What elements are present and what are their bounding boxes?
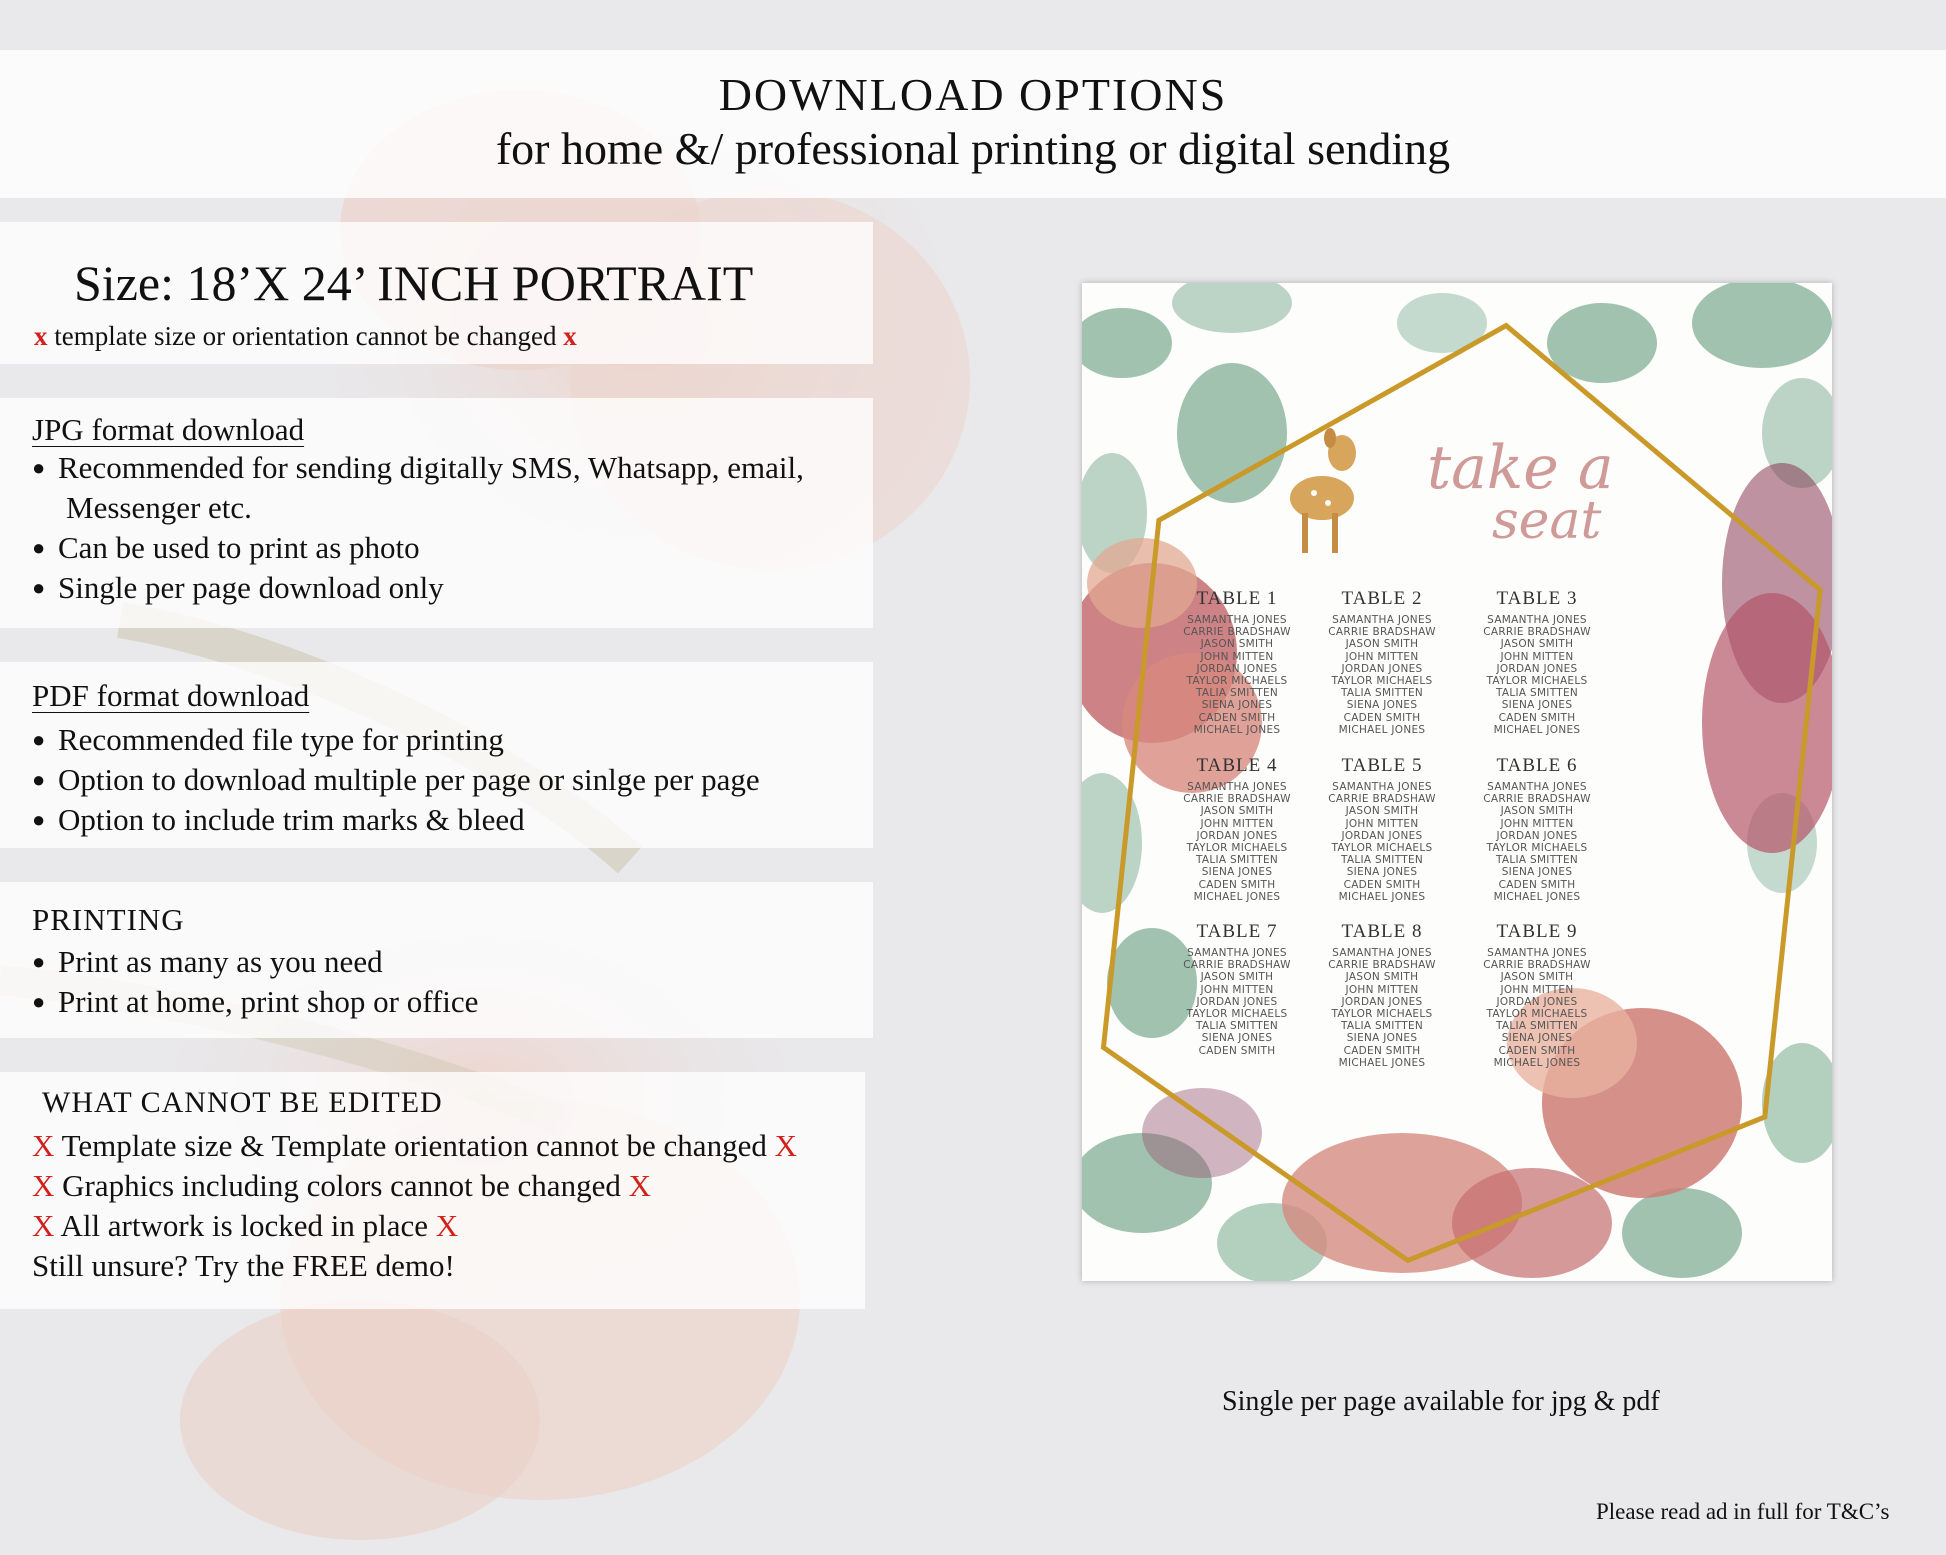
- pdf-heading: PDF format download: [32, 678, 310, 713]
- seating-table: [1162, 755, 1312, 903]
- cannot-edit-item: X All artwork is locked in place X: [32, 1208, 459, 1243]
- red-x-icon: X: [32, 1128, 55, 1163]
- guest-name: JORDAN JONES: [1496, 995, 1578, 1008]
- guest-name: MICHAEL JONES: [1338, 890, 1426, 903]
- take-a-title: take a: [1427, 433, 1614, 503]
- pdf-bullet: ● Option to include trim marks & bleed: [32, 802, 525, 837]
- guest-name: TAYLOR MICHAELS: [1486, 1008, 1588, 1021]
- bullet-icon: ●: [32, 535, 46, 560]
- guest-name: CADEN SMITH: [1498, 878, 1576, 891]
- guest-name: MICHAEL JONES: [1493, 1056, 1581, 1069]
- printing-heading: PRINTING: [32, 902, 185, 937]
- guest-name: MICHAEL JONES: [1193, 723, 1281, 736]
- guest-name: CARRIE BRADSHAW: [1328, 626, 1436, 639]
- guest-name: SIENA JONES: [1346, 699, 1418, 712]
- guest-name: TALIA SMITTEN: [1340, 1020, 1424, 1033]
- seating-table: [1307, 755, 1457, 903]
- guest-name: JOHN MITTEN: [1200, 817, 1274, 830]
- seating-table: [1462, 588, 1612, 736]
- seating-table: [1462, 755, 1612, 903]
- guest-name: CADEN SMITH: [1198, 711, 1276, 724]
- seat-title: seat: [1492, 491, 1602, 551]
- bullet-icon: ●: [32, 575, 46, 600]
- guest-name: SIENA JONES: [1201, 1032, 1273, 1045]
- red-x-icon: X: [32, 1208, 55, 1243]
- guest-name: MICHAEL JONES: [1338, 1056, 1426, 1069]
- size-panel: [0, 222, 873, 364]
- size-heading: Size: 18’X 24’ INCH PORTRAIT: [74, 255, 754, 311]
- guest-name: TAYLOR MICHAELS: [1186, 675, 1288, 688]
- cannot-edit-item: X Template size & Template orientation cannot be changed X: [32, 1128, 797, 1163]
- guest-name: SAMANTHA JONES: [1332, 947, 1432, 959]
- preview-caption: Single per page available for jpg & pdf: [1222, 1386, 1660, 1417]
- guest-name: SAMANTHA JONES: [1487, 947, 1587, 959]
- guest-name: JASON SMITH: [1200, 638, 1274, 651]
- guest-name: JOHN MITTEN: [1500, 983, 1574, 996]
- jpg-bullet: ● Single per page download only: [32, 570, 444, 605]
- guest-name: SAMANTHA JONES: [1487, 781, 1587, 793]
- pdf-bullet: ● Option to download multiple per page or sinlge per page: [32, 762, 760, 797]
- seating-chart-preview: [1082, 283, 1832, 1281]
- guest-name: CADEN SMITH: [1343, 1044, 1421, 1057]
- fawn-illustration: [1290, 428, 1356, 553]
- cannot-edit-item: X Graphics including colors cannot be changed X: [32, 1168, 651, 1203]
- guest-name: TALIA SMITTEN: [1495, 1020, 1579, 1033]
- table-title: TABLE 2: [1341, 588, 1423, 609]
- guest-name: JORDAN JONES: [1496, 662, 1578, 675]
- guest-name: JOHN MITTEN: [1200, 983, 1274, 996]
- guest-name: SAMANTHA JONES: [1332, 781, 1432, 793]
- guest-name: SAMANTHA JONES: [1332, 614, 1432, 626]
- guest-name: JOHN MITTEN: [1345, 650, 1419, 663]
- guest-name: TALIA SMITTEN: [1340, 687, 1424, 700]
- jpg-bullet: ● Recommended for sending digitally SMS, Whatsapp, email,: [32, 450, 804, 485]
- guest-name: CARRIE BRADSHAW: [1483, 959, 1591, 972]
- bullet-icon: ●: [32, 727, 46, 752]
- guest-name: JASON SMITH: [1500, 638, 1574, 651]
- guest-name: JASON SMITH: [1345, 971, 1419, 984]
- guest-name: TAYLOR MICHAELS: [1331, 1008, 1433, 1021]
- guest-name: JORDAN JONES: [1341, 995, 1423, 1008]
- jpg-bullet-continuation: Messenger etc.: [66, 490, 252, 525]
- guest-name: CARRIE BRADSHAW: [1483, 793, 1591, 806]
- table-title: TABLE 1: [1196, 588, 1278, 609]
- page-title: DOWNLOAD OPTIONS: [718, 69, 1228, 120]
- size-note: template size or orientation cannot be changed: [54, 321, 557, 351]
- guest-name: SAMANTHA JONES: [1187, 947, 1287, 959]
- table-title: TABLE 4: [1196, 755, 1278, 776]
- seating-table: [1162, 921, 1312, 1057]
- guest-name: TAYLOR MICHAELS: [1186, 842, 1288, 855]
- cannot-edit-panel: [0, 1072, 865, 1309]
- bullet-icon: ●: [32, 949, 46, 974]
- guest-name: JORDAN JONES: [1341, 662, 1423, 675]
- guest-name: SAMANTHA JONES: [1487, 614, 1587, 626]
- printing-panel: [0, 882, 873, 1038]
- guest-name: CARRIE BRADSHAW: [1483, 626, 1591, 639]
- red-x-icon: x: [563, 321, 577, 351]
- guest-name: MICHAEL JONES: [1193, 890, 1281, 903]
- guest-name: MICHAEL JONES: [1493, 890, 1581, 903]
- printing-bullet: ● Print at home, print shop or office: [32, 984, 479, 1019]
- seating-table: [1462, 921, 1612, 1069]
- guest-name: CARRIE BRADSHAW: [1183, 793, 1291, 806]
- guest-name: TAYLOR MICHAELS: [1186, 1008, 1288, 1021]
- guest-name: TAYLOR MICHAELS: [1331, 842, 1433, 855]
- guest-name: CADEN SMITH: [1198, 878, 1276, 891]
- jpg-panel: [0, 398, 873, 628]
- guest-name: SIENA JONES: [1501, 1032, 1573, 1045]
- table-title: TABLE 8: [1341, 921, 1423, 942]
- terms-footnote: Please read ad in full for T&C’s: [1596, 1499, 1890, 1524]
- guest-name: CARRIE BRADSHAW: [1183, 959, 1291, 972]
- guest-name: SIENA JONES: [1501, 699, 1573, 712]
- page-subtitle: for home &/ professional printing or digital sending: [495, 123, 1451, 174]
- guest-name: TALIA SMITTEN: [1195, 687, 1279, 700]
- cannot-edit-heading: WHAT CANNOT BE EDITED: [42, 1086, 443, 1119]
- bullet-icon: ●: [32, 989, 46, 1014]
- guest-name: CARRIE BRADSHAW: [1183, 626, 1291, 639]
- guest-name: JASON SMITH: [1500, 805, 1574, 818]
- guest-name: SIENA JONES: [1201, 866, 1273, 879]
- seating-chart-card: [1082, 283, 1832, 1281]
- guest-name: CADEN SMITH: [1343, 711, 1421, 724]
- guest-name: SAMANTHA JONES: [1187, 781, 1287, 793]
- guest-name: SIENA JONES: [1346, 866, 1418, 879]
- guest-name: SIENA JONES: [1501, 866, 1573, 879]
- guest-name: JASON SMITH: [1200, 805, 1274, 818]
- red-x-icon: x: [34, 321, 48, 351]
- guest-name: TALIA SMITTEN: [1340, 854, 1424, 867]
- size-note-line: [34, 321, 577, 352]
- guest-name: TAYLOR MICHAELS: [1486, 842, 1588, 855]
- guest-name: CADEN SMITH: [1498, 711, 1576, 724]
- guest-name: TAYLOR MICHAELS: [1331, 675, 1433, 688]
- bullet-icon: ●: [32, 767, 46, 792]
- printing-bullet: ● Print as many as you need: [32, 944, 383, 979]
- guest-name: JASON SMITH: [1345, 805, 1419, 818]
- guest-name: JASON SMITH: [1500, 971, 1574, 984]
- jpg-heading: JPG format download: [32, 412, 305, 447]
- guest-name: JASON SMITH: [1345, 638, 1419, 651]
- guest-name: CARRIE BRADSHAW: [1328, 959, 1436, 972]
- red-x-icon: X: [32, 1168, 55, 1203]
- guest-name: TALIA SMITTEN: [1195, 854, 1279, 867]
- guest-name: CARRIE BRADSHAW: [1328, 793, 1436, 806]
- table-title: TABLE 5: [1341, 755, 1423, 776]
- table-title: TABLE 3: [1496, 588, 1578, 609]
- pdf-bullet: ● Recommended file type for printing: [32, 722, 504, 757]
- header-band: [0, 50, 1946, 198]
- guest-name: JOHN MITTEN: [1345, 817, 1419, 830]
- table-title: TABLE 7: [1196, 921, 1278, 942]
- guest-name: JORDAN JONES: [1196, 662, 1278, 675]
- guest-name: TAYLOR MICHAELS: [1486, 675, 1588, 688]
- table-title: TABLE 6: [1496, 755, 1578, 776]
- table-title: TABLE 9: [1496, 921, 1578, 942]
- guest-name: CADEN SMITH: [1198, 1044, 1276, 1057]
- seating-table: [1307, 588, 1457, 736]
- pdf-panel: [0, 662, 873, 848]
- guest-name: MICHAEL JONES: [1338, 723, 1426, 736]
- guest-name: SAMANTHA JONES: [1187, 614, 1287, 626]
- guest-name: JOHN MITTEN: [1500, 650, 1574, 663]
- bullet-icon: ●: [32, 807, 46, 832]
- guest-name: JOHN MITTEN: [1345, 983, 1419, 996]
- guest-name: JOHN MITTEN: [1200, 650, 1274, 663]
- guest-name: JORDAN JONES: [1496, 829, 1578, 842]
- seating-table: [1307, 921, 1457, 1069]
- jpg-bullet: ● Can be used to print as photo: [32, 530, 420, 565]
- guest-name: JORDAN JONES: [1196, 995, 1278, 1008]
- red-x-icon: X: [628, 1168, 651, 1203]
- guest-name: MICHAEL JONES: [1493, 723, 1581, 736]
- guest-name: TALIA SMITTEN: [1195, 1020, 1279, 1033]
- red-x-icon: X: [774, 1128, 797, 1163]
- red-x-icon: X: [435, 1208, 459, 1243]
- bullet-icon: ●: [32, 455, 46, 480]
- guest-name: JASON SMITH: [1200, 971, 1274, 984]
- guest-name: CADEN SMITH: [1343, 878, 1421, 891]
- guest-name: SIENA JONES: [1201, 699, 1273, 712]
- guest-name: JOHN MITTEN: [1500, 817, 1574, 830]
- free-demo-line: Still unsure? Try the FREE demo!: [32, 1248, 455, 1283]
- guest-name: TALIA SMITTEN: [1495, 687, 1579, 700]
- seating-table: [1162, 588, 1312, 736]
- guest-name: JORDAN JONES: [1341, 829, 1423, 842]
- guest-name: SIENA JONES: [1346, 1032, 1418, 1045]
- guest-name: JORDAN JONES: [1196, 829, 1278, 842]
- guest-name: TALIA SMITTEN: [1495, 854, 1579, 867]
- guest-name: CADEN SMITH: [1498, 1044, 1576, 1057]
